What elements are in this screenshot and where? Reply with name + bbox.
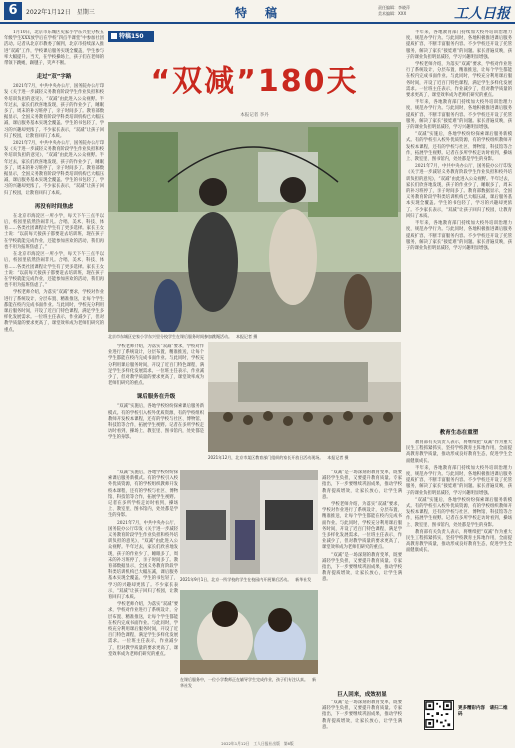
paragraph: 在北京市海淀区一所小学，每天下午三点半以后，校园里依然热闹非凡。合唱、美术、科技、体育……各类社团课程让学生有了更多选择。家长王女士说：“以前每天接孩子都要赶去培训班，现在孩子在学校就能完成作业，还能参加喜欢的活动，我们再也不用为报班焦虑了。”: [4, 252, 104, 289]
article-column-3-end: [322, 700, 402, 740]
paragraph: “双减”是一场深刻的教育变革，既要减轻学生负担，又要提升教育质量。专家指出，下一步要继续巩固成果，推动学校教育提质增效，让家长放心，让学生满意。: [322, 470, 402, 500]
issue-date: 2022年1月12日 星期三: [26, 9, 95, 16]
article-column-2-lower: [108, 470, 178, 740]
paragraph: 2021年7月，中共中央办公厅、国务院办公厅印发《关于进一步减轻义务教育阶段学生作业负担和校外培训负担的意见》，“双减”由此进入公众视野。半年过去，家长们欣喜地发现，孩子的作业少了，睡眠多了，周末的补习班停了，亲子时间多了。教育部数据显示，全国义务教育阶段学科类培训机构已大幅压减，课后服务基本实现全覆盖。学生的书包轻了，学习的兴趣却更浓了。不少家长表示，“双减”让孩子回归了校园，让教育回归了本质。: [4, 84, 104, 139]
art-editor-line: 美术编辑：XXX: [378, 11, 407, 16]
bottom-left-photo: [180, 470, 318, 574]
article-column-3: [322, 470, 402, 675]
bottom-right-photo: [180, 590, 318, 674]
newspaper-logo: 工人日报: [454, 6, 510, 22]
byline: 本报记者 李丹: [240, 113, 269, 118]
page-footer: 2022年1月12日 工人日报社出版 第6版: [221, 741, 294, 746]
subheading: 走过“双”字路: [36, 74, 72, 81]
paragraph: “双减”实施后，各地学校纷纷探索课后服务新模式。有的学校引入校外优质资源，有的学校组织教师开发校本课程，还有的学校与社区、博物馆、科技馆等合作，拓展学生视野。记者在多所学校走访时看到，操场上、教室里、图书馆内，处处都是学生的身影。: [406, 132, 512, 163]
paragraph: 半年来，各地教育部门持续加大校外培训治理力度，规范办学行为。与此同时，各地积极推进课后服务提质扩容，不断丰富服务内容。不少学校还开设了托管服务，解决了家长“接娃难”的问题。家长普遍反映，孩子的课业负担明显减轻，学习兴趣明显增强。: [406, 100, 512, 131]
paragraph: 1月10日，北京市东城区史家小学东兴里分校五年级学生XXX放学后在学校“四点半课堂”中参加社团活动。记者从北京市教委了解到，北京市持续深入推进“双减”工作，学校课后服务实现全覆盖，学生参与率大幅提升。当天，在学校操场上，孩子们在老师的带领下跳绳、踢毽子，笑声不断。: [4, 30, 104, 67]
editor-line: 责任编辑：李晓萍: [378, 5, 410, 10]
page-number: 6: [4, 2, 22, 20]
feature-square-icon: [111, 33, 117, 39]
top-photo: [108, 122, 401, 332]
page-header: [0, 0, 515, 24]
subheading: 课后服务在升级: [136, 394, 176, 401]
paragraph: 在北京市海淀区一所小学，每天下午三点半以后，校园里依然热闹非凡。合唱、美术、科技、体育……各类社团课程让学生有了更多选择。家长王女士说：“以前每天接孩子都要赶去培训班，现在孩子在学校就能完成作业，还能参加喜欢的活动，我们再也不用为报班焦虑了。”: [4, 213, 104, 250]
paragraph: 教育部有关负责人表示，将继续把“双减”作为重大民生工程抓紧抓实，坚持学校教育主阵地作用，全面提高教育教学质量，推动形成良好教育生态，促进学生全面健康成长。: [406, 529, 512, 554]
article-column-1: [4, 30, 104, 740]
paragraph: 2021年7月，中共中央办公厅、国务院办公厅印发《关于进一步减轻义务教育阶段学生作业负担和校外培训负担的意见》，“双减”由此进入公众视野。半年过去，家长们欣喜地发现，孩子的作业少了，睡眠多了，周末的补习班停了，亲子时间多了。教育部数据显示，全国义务教育阶段学科类培训机构已大幅压减，课后服务基本实现全覆盖。学生的书包轻了，学习的兴趣却更浓了。不少家长表示，“双减”让孩子回归了校园，让教育回归了本质。: [108, 520, 178, 601]
paragraph: 学校老师介绍，为落实“双减”要求，学校对作业进行了系统设计，分层布置、精准推送，让每个学生都能在校内完成书面作业。与此同时，学校充分利用课后服务时间，开设了近百门特色课程，满足学生多样化发展需求。一位班主任表示，作业减少了，但对教学质量的要求更高了，课堂效率成为老师们研究的重点。: [108, 602, 178, 657]
middle-photo: [208, 342, 401, 452]
paragraph: 学校老师介绍，为落实“双减”要求，学校对作业进行了系统设计，分层布置、精准推送，让每个学生都能在校内完成书面作业。与此同时，学校充分利用课后服务时间，开设了近百门特色课程，满足学生多样化发展需求。一位班主任表示，作业减少了，但对教学质量的要求更高了，课堂效率成为老师们研究的重点。: [108, 344, 204, 387]
headline: “双减”180天: [150, 64, 359, 99]
article-column-4-lower: [406, 440, 512, 695]
paragraph: “双减”实施后，各地学校纷纷探索课后服务新模式。有的学校引入校外优质资源，有的学校组织教师开发校本课程，还有的学校与社区、博物馆、科技馆等合作，拓展学生视野。记者在多所学校走访时看到，操场上、教室里、图书馆内，处处都是学生的身影。: [406, 497, 512, 528]
article-column-2: [108, 344, 204, 469]
paragraph: “双减”实施后，各地学校纷纷探索课后服务新模式。有的学校引入校外优质资源，有的学校组织教师开发校本课程，还有的学校与社区、博物馆、科技馆等合作，拓展学生视野。记者在多所学校走访时看到，操场上、教室里、图书馆内，处处都是学生的身影。: [108, 470, 178, 519]
paragraph: “双减”是一场深刻的教育变革，既要减轻学生负担，又要提升教育质量。专家指出，下一步要继续巩固成果，推动学校教育提质增效，让家长放心，让学生满意。: [322, 700, 402, 730]
paragraph: 2021年7月，中共中央办公厅、国务院办公厅印发《关于进一步减轻义务教育阶段学生作业负担和校外培训负担的意见》，“双减”由此进入公众视野。半年过去，家长们欣喜地发现，孩子的作业少了，睡眠多了，周末的补习班停了，亲子时间多了。教育部数据显示，全国义务教育阶段学科类培训机构已大幅压减，课后服务基本实现全覆盖。学生的书包轻了，学习的兴趣却更浓了。不少家长表示，“双减”让孩子回归了校园，让教育回归了本质。: [4, 141, 104, 196]
qr-caption: 更多精彩内容 请扫二维码: [458, 706, 508, 717]
feature-tag-label: 特稿150: [119, 33, 144, 40]
feature-tag: [108, 31, 154, 42]
qr-code[interactable]: [424, 700, 454, 730]
qr-code-icon: [425, 701, 453, 729]
editor-credits: [378, 5, 418, 17]
paragraph: 学校老师介绍，为落实“双减”要求，学校对作业进行了系统设计，分层布置、精准推送，让每个学生都能在校内完成书面作业。与此同时，学校充分利用课后服务时间，开设了近百门特色课程，满足学生多样化发展需求。一位班主任表示，作业减少了，但对教学质量的要求更高了，课堂效率成为老师们研究的重点。: [4, 290, 104, 333]
top-photo-caption: 北京市东城区史家小学东兴里分校学生在课后服务时间参加跳绳活动。 本报记者 摄: [108, 334, 258, 339]
paragraph: 半年来，各地教育部门持续加大校外培训治理力度，规范办学行为。与此同时，各地积极推进课后服务提质扩容，不断丰富服务内容。不少学校还开设了托管服务，解决了家长“接娃难”的问题。家长普遍反映，孩子的课业负担明显减轻，学习兴趣明显增强。: [406, 221, 512, 251]
subheading: 再没有时间焦虑: [34, 203, 74, 210]
paragraph: 半年来，各地教育部门持续加大校外培训治理力度，规范办学行为。与此同时，各地积极推进课后服务提质扩容，不断丰富服务内容。不少学校还开设了托管服务，解决了家长“接娃难”的问题。家长普遍反映，孩子的课业负担明显减轻，学习兴趣明显增强。: [406, 30, 512, 60]
article-column-4: [406, 30, 512, 425]
paragraph: “双减”是一场深刻的教育变革，既要减轻学生负担，又要提升教育质量。专家指出，下一步要继续巩固成果，推动学校教育提质增效，让家长放心，让学生满意。: [322, 552, 402, 583]
paragraph: 学校老师介绍，为落实“双减”要求，学校对作业进行了系统设计，分层布置、精准推送，让每个学生都能在校内完成书面作业。与此同时，学校充分利用课后服务时间，开设了近百门特色课程，满足学生多样化发展需求。一位班主任表示，作业减少了，但对教学质量的要求更高了，课堂效率成为老师们研究的重点。: [322, 502, 402, 551]
middle-photo-caption: 2021年12月，北京市某区教育部门组织的家长开放日活动现场。 本报记者 摄: [208, 455, 349, 460]
section-title: 特 稿: [234, 6, 280, 20]
bottom-left-photo-caption: 2021年9月1日，北京一所学校的学生在校园内开展课后活动。 新华社发: [180, 577, 312, 582]
subheading: 教育生态在重塑: [439, 430, 479, 436]
subheading: 巨人回来，成效初显: [337, 692, 387, 698]
paragraph: “双减”实施后，各地学校纷纷探索课后服务新模式。有的学校引入校外优质资源，有的学校组织教师开发校本课程，还有的学校与社区、博物馆、科技馆等合作，拓展学生视野。记者在多所学校走访时看到，操场上、教室里、图书馆内，处处都是学生的身影。: [108, 404, 204, 441]
paragraph: 2021年7月，中共中央办公厅、国务院办公厅印发《关于进一步减轻义务教育阶段学生作业负担和校外培训负担的意见》，“双减”由此进入公众视野。半年过去，家长们欣喜地发现，孩子的作业少了，睡眠多了，周末的补习班停了，亲子时间多了。教育部数据显示，全国义务教育阶段学科类培训机构已大幅压减，课后服务基本实现全覆盖。学生的书包轻了，学习的兴趣却更浓了。不少家长表示，“双减”让孩子回归了校园，让教育回归了本质。: [406, 164, 512, 219]
paragraph: 教育部有关负责人表示，将继续把“双减”作为重大民生工程抓紧抓实，坚持学校教育主阵地作用，全面提高教育教学质量，推动形成良好教育生态，促进学生全面健康成长。: [406, 440, 512, 464]
paragraph: 学校老师介绍，为落实“双减”要求，学校对作业进行了系统设计，分层布置、精准推送，让每个学生都能在校内完成书面作业。与此同时，学校充分利用课后服务时间，开设了近百门特色课程，满足学生多样化发展需求。一位班主任表示，作业减少了，但对教学质量的要求更高了，课堂效率成为老师们研究的重点。: [406, 62, 512, 99]
bottom-right-photo-caption: 在课后服务中，一位小学教师正在辅导学生完成作业，孩子们专注认真。 新华社发: [180, 677, 316, 688]
paragraph: 半年来，各地教育部门持续加大校外培训治理力度，规范办学行为。与此同时，各地积极推进课后服务提质扩容，不断丰富服务内容。不少学校还开设了托管服务，解决了家长“接娃难”的问题。家长普遍反映，孩子的课业负担明显减轻，学习兴趣明显增强。: [406, 465, 512, 496]
